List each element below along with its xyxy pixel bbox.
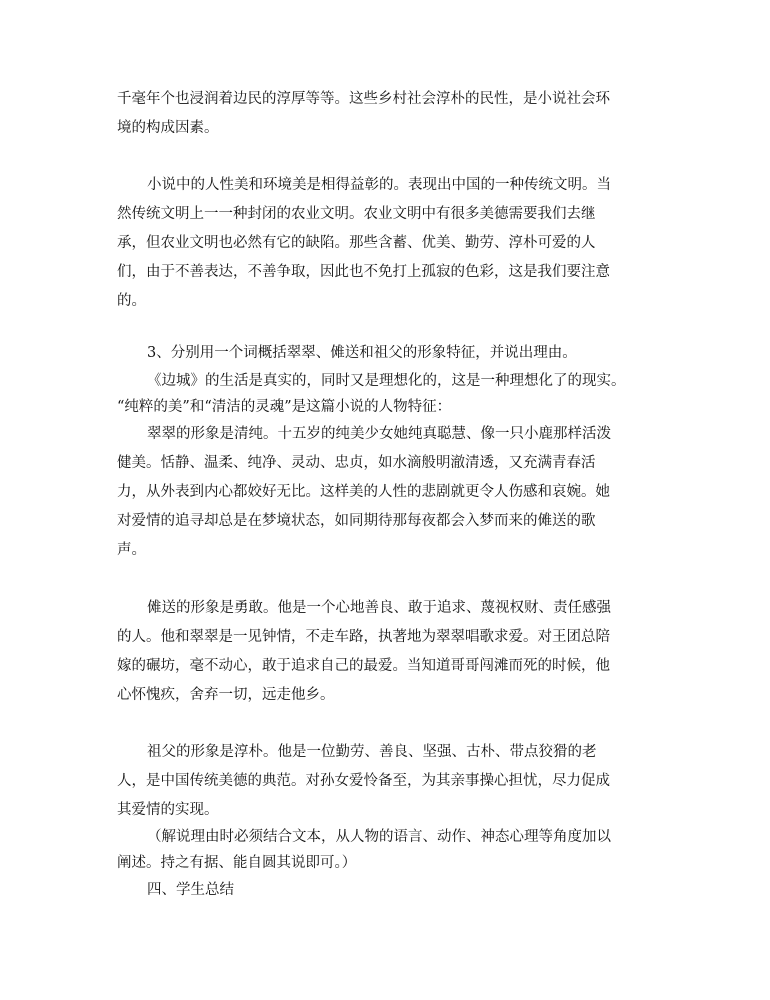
section-heading: 四、学生总结 bbox=[147, 882, 234, 898]
text-line: 声。 bbox=[117, 542, 146, 558]
text-line: “纯粹的美”和“清洁的灵魂”是这篇小说的人物特征： bbox=[117, 399, 452, 415]
text-line: 力，从外表到内心都姣好无比。这样美的人性的悲剧就更令人伤感和哀婉。她 bbox=[117, 484, 610, 500]
text-line: 《边城》的生活是真实的，同时又是理想化的，这是一种理想化了的现实。 bbox=[147, 373, 626, 389]
text-line: 千毫年个也浸润着边民的淳厚等等。这些乡村社会淳朴的民性，是小说社会环 bbox=[117, 91, 610, 107]
text-line: （解说理由时必须结合文本，从人物的语言、动作、神态心理等角度加以 bbox=[147, 829, 611, 845]
text-line: 翠翠的形象是清纯。十五岁的纯美少女她纯真聪慧、像一只小鹿那样活泼 bbox=[147, 426, 611, 442]
text-line: 然传统文明上一一种封闭的农业文明。农业文明中有很多美德需要我们去继 bbox=[117, 206, 596, 222]
section-heading: 3、分别用一个词概括翠翠、傩送和祖父的形象特征，并说出理由。 bbox=[147, 345, 577, 361]
text-line: 境的构成因素。 bbox=[117, 120, 219, 136]
text-line: 承，但农业文明也必然有它的缺陷。那些含蓄、优美、勤劳、淳朴可爱的人 bbox=[117, 235, 596, 251]
text-line: 祖父的形象是淳朴。他是一位勤劳、善良、坚强、古朴、带点狡猾的老 bbox=[147, 744, 597, 760]
text-line: 小说中的人性美和环境美是相得益彰的。表现出中国的一种传统文明。当 bbox=[147, 177, 611, 193]
text-line: 傩送的形象是勇敢。他是一个心地善良、敢于追求、蔑视权财、责任感强 bbox=[147, 600, 611, 616]
text-line: 对爱情的追寻却总是在梦境状态，如同期待那每夜都会入梦而来的傩送的歌 bbox=[117, 513, 596, 529]
text-line: 心怀愧疚，舍弃一切，远走他乡。 bbox=[117, 687, 335, 703]
text-line: 其爱情的实现。 bbox=[117, 802, 219, 818]
text-line: 的人。他和翠翠是一见钟情，不走车路，执著地为翠翠唱歌求爱。对王团总陪 bbox=[117, 629, 610, 645]
text-line: 嫁的碾坊，毫不动心，敢于追求自己的最爱。当知道哥哥闯滩而死的时候，他 bbox=[117, 658, 610, 674]
text-line: 们，由于不善表达，不善争取，因此也不免打上孤寂的色彩，这是我们要注意 bbox=[117, 264, 610, 280]
text-line: 人，是中国传统美德的典范。对孙女爱怜备至，为其亲事操心担忧，尽力促成 bbox=[117, 773, 610, 789]
text-line: 健美。恬静、温柔、纯净、灵动、忠贞，如水滴般明澈清透，又充满青春活 bbox=[117, 455, 596, 471]
text-line: 阐述。持之有据、能自圆其说即可。） bbox=[117, 855, 357, 871]
text-line: 的。 bbox=[117, 293, 146, 309]
